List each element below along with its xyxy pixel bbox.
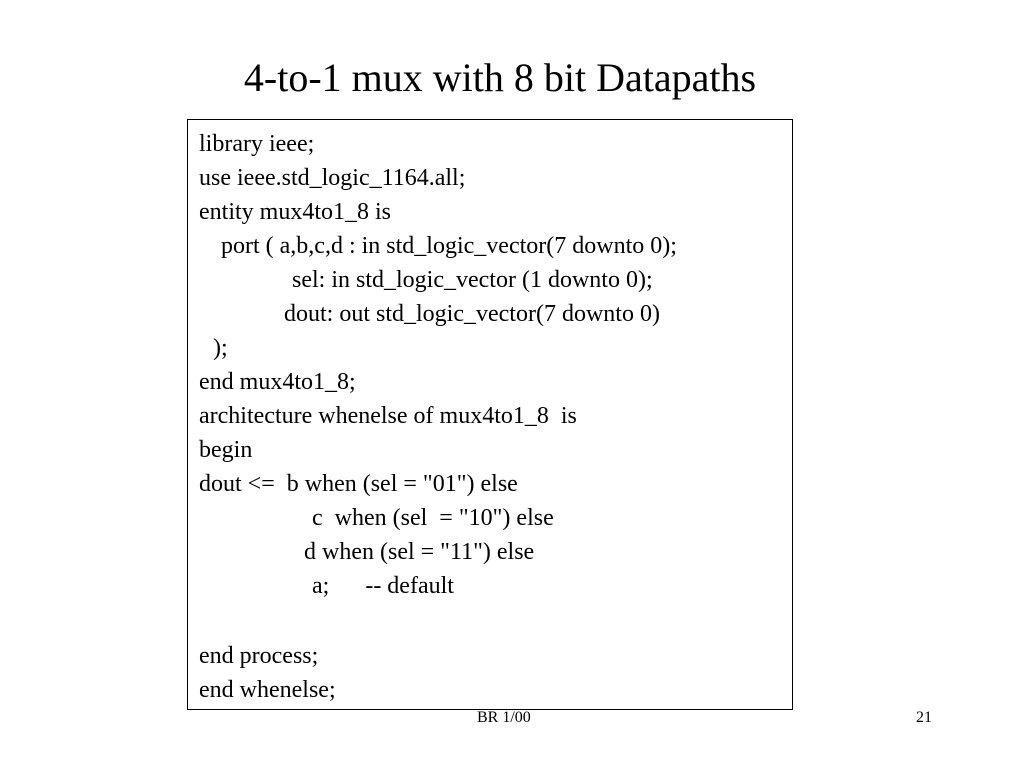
code-line: dout: out std_logic_vector(7 downto 0) [284,301,660,327]
code-line: entity mux4to1_8 is [199,199,391,225]
code-line: d when (sel = "11") else [304,539,535,565]
code-line: end process; [199,643,319,669]
code-line: sel: in std_logic_vector (1 downto 0); [292,267,653,293]
code-line: port ( a,b,c,d : in std_logic_vector(7 downto 0); [221,233,677,259]
code-line: end whenelse; [199,677,336,703]
code-line: architecture whenelse of mux4to1_8 is [199,403,577,429]
code-line: dout <= b when (sel = "01") else [199,471,518,497]
code-line: ); [213,335,228,361]
page-number: 21 [916,709,932,726]
code-line: begin [199,437,253,463]
code-line: c when (sel = "10") else [312,505,554,531]
code-line: end mux4to1_8; [199,369,356,395]
code-line: a; -- default [312,573,454,599]
code-line: library ieee; [199,131,315,157]
footer-label: BR 1/00 [477,709,531,726]
code-box [187,119,793,710]
code-line: use ieee.std_logic_1164.all; [199,165,466,191]
slide-title: 4-to-1 mux with 8 bit Datapaths [243,55,757,100]
